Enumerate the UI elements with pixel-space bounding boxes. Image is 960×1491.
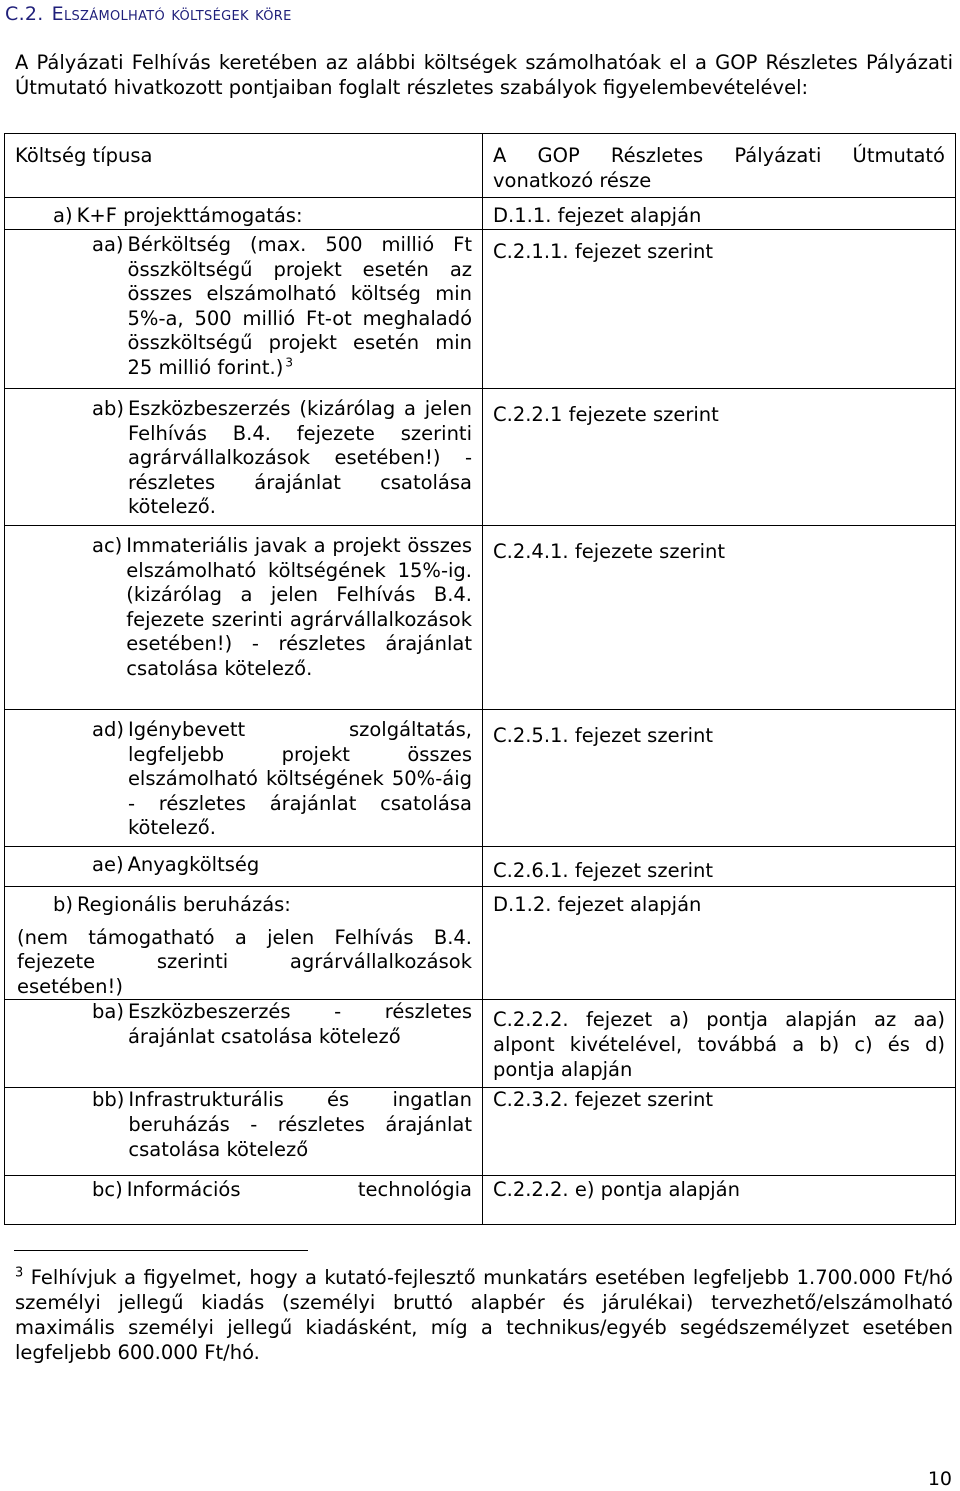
intro-paragraph: A Pályázati Felhívás keretében az alábbi költségek számolhatóak el a GOP Részletes Pályázati Útmutató hivatkozott pontjaiban foglalt részletes szabályok figyelembevételével: <box>15 51 953 99</box>
row-label: ab) <box>92 397 124 420</box>
row-reference: C.2.5.1. fejezet szerint <box>493 724 714 747</box>
table-row <box>5 710 956 847</box>
row-reference: C.2.4.1. fejezete szerint <box>493 540 726 563</box>
row-text: Immateriális javak a projekt összes elszámolható költségének 15%-ig. (kizárólag a jelen Felhívás B.4. fejezete szerinti agrárvállalkozások esetében!) - részletes árajánlat csatolása kötelező. <box>126 534 472 680</box>
footnote-text: Felhívjuk a figyelmet, hogy a kutató-fejlesztő munkatárs esetében legfeljebb 1.700.000 Ft/hó személyi jellegű kiadás (személyi bruttó alapbér és járulékai) tervezhető/elszámolható maximális személyi jellegű kiadásként, míg a technikus/egyéb segédszemélyzet esetében legfeljebb 600.000 Ft/hó. <box>15 1266 953 1364</box>
row-label: ad) <box>92 718 124 741</box>
cost-table <box>4 133 956 1225</box>
header-cost-type: Költség típusa <box>15 144 153 167</box>
table-header-row <box>5 134 956 198</box>
row-text: K+F projekttámogatás: <box>76 204 303 227</box>
row-reference: D.1.1. fejezet alapján <box>493 204 702 227</box>
footnote-number: 3 <box>15 1265 24 1281</box>
row-label: a) <box>53 204 73 227</box>
row-text: Regionális beruházás: <box>77 893 291 916</box>
row-reference: C.2.2.1 fejezete szerint <box>493 403 719 426</box>
section-heading <box>5 3 292 25</box>
row-reference: C.2.2.2. fejezet a) pontja alapján az aa) alpont kivételével, továbbá a b) c) és d) pontja alapján <box>493 1008 945 1081</box>
row-text: Információs technológia <box>126 1178 472 1202</box>
row-reference: C.2.1.1. fejezet szerint <box>493 240 714 263</box>
footnote <box>15 1265 953 1365</box>
row-text: Anyagköltség <box>127 853 260 876</box>
row-text: Eszközbeszerzés (kizárólag a jelen Felhívás B.4. fejezete szerinti agrárvállalkozások esetében!) - részletes árajánlat csatolása kötelező. <box>127 397 472 519</box>
row-note: (nem támogatható a jelen Felhívás B.4. fejezete szerinti agrárvállalkozások esetében!) <box>17 925 472 998</box>
row-label: ba) <box>92 1000 124 1024</box>
row-label: bc) <box>92 1178 123 1202</box>
row-reference: C.2.6.1. fejezet szerint <box>493 859 714 882</box>
row-text: Infrastrukturális és ingatlan beruházás - részletes árajánlat csatolása kötelező <box>128 1088 472 1161</box>
row-label: ae) <box>92 853 124 876</box>
table-row <box>5 847 956 887</box>
table-row <box>5 1000 956 1088</box>
row-label: bb) <box>92 1088 125 1112</box>
table-row <box>5 389 956 526</box>
row-text: Bérköltség (max. 500 millió Ft összköltségű projekt esetén az összes elszámolható költség min 5%-a, 500 millió Ft-ot meghaladó összköltségű projekt esetén min 25 millió forint.) <box>127 233 472 379</box>
table-row <box>5 1176 956 1225</box>
section-number: C.2. <box>5 3 44 25</box>
table-row <box>5 230 956 389</box>
row-text: Igénybevett szolgáltatás, legfeljebb projekt összes elszámolható költségének 50%-áig - részletes árajánlat csatolása kötelező. <box>127 718 472 840</box>
row-text: Eszközbeszerzés - részletes árajánlat csatolása kötelező <box>127 1000 472 1048</box>
table-row <box>5 887 956 1000</box>
row-label: aa) <box>92 233 124 256</box>
row-label: ac) <box>92 534 123 557</box>
row-reference: D.1.2. fejezet alapján <box>493 893 702 916</box>
footnote-mark: 3 <box>285 355 293 370</box>
row-label: b) <box>53 893 73 916</box>
header-reference: A GOP Részletes Pályázati Útmutató vonatkozó része <box>493 144 945 192</box>
row-reference: C.2.3.2. fejezet szerint <box>493 1088 714 1112</box>
table-row <box>5 198 956 230</box>
table-row <box>5 526 956 710</box>
page-number: 10 <box>927 1468 952 1490</box>
section-title: Elszámolható költségek köre <box>51 3 292 25</box>
table-row <box>5 1088 956 1176</box>
footnote-separator <box>14 1250 308 1251</box>
row-reference: C.2.2.2. e) pontja alapján <box>493 1178 740 1202</box>
